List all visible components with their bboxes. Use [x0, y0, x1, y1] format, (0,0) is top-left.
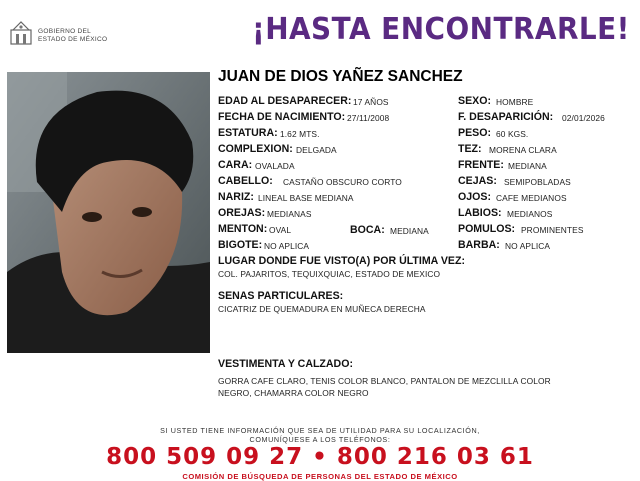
- missing-person-photo: [7, 72, 210, 353]
- boca-value: MEDIANA: [390, 226, 429, 236]
- senas-label: SENAS PARTICULARES:: [218, 290, 344, 302]
- tez-label: TEZ:: [458, 143, 482, 155]
- orejas-value: MEDIANAS: [267, 209, 312, 219]
- peso-label: PESO:: [458, 127, 491, 139]
- pomulos-value: PROMINENTES: [521, 225, 584, 235]
- fecha-nac-label: FECHA DE NACIMIENTO:: [218, 111, 346, 123]
- phone-numbers: 800 509 09 27 • 800 216 03 61: [106, 444, 534, 470]
- menton-value: OVAL: [269, 225, 292, 235]
- government-logo: [10, 20, 118, 50]
- f-desaparicion-value: 02/01/2026: [562, 113, 605, 123]
- frente-value: MEDIANA: [508, 161, 547, 171]
- gov-line-1: GOBIERNO DEL: [38, 28, 92, 35]
- labios-label: LABIOS:: [458, 207, 502, 219]
- peso-value: 60 KGS.: [496, 129, 529, 139]
- person-name: JUAN DE DIOS YAÑEZ SANCHEZ: [218, 68, 463, 85]
- vestimenta-label: VESTIMENTA Y CALZADO:: [218, 358, 353, 370]
- portrait-image: [7, 72, 210, 353]
- labios-value: MEDIANOS: [507, 209, 553, 219]
- commission-name: COMISIÓN DE BÚSQUEDA DE PERSONAS DEL ESTADO DE MÉXICO: [182, 472, 458, 481]
- estatura-value: 1.62 MTS.: [280, 129, 320, 139]
- sexo-label: SEXO:: [458, 95, 491, 107]
- nariz-value: LINEAL BASE MEDIANA: [258, 193, 354, 203]
- ojos-value: CAFE MEDIANOS: [496, 193, 567, 203]
- tez-value: MORENA CLARA: [489, 145, 557, 155]
- f-desaparicion-label: F. DESAPARICIÓN:: [458, 111, 554, 123]
- orejas-label: OREJAS:: [218, 207, 266, 219]
- complexion-label: COMPLEXION:: [218, 143, 293, 155]
- barba-value: NO APLICA: [505, 241, 551, 251]
- ojos-label: OJOS:: [458, 191, 491, 203]
- pomulos-label: POMULOS:: [458, 223, 516, 235]
- estatura-label: ESTATURA:: [218, 127, 278, 139]
- senas-value: CICATRIZ DE QUEMADURA EN MUÑECA DERECHA: [218, 304, 426, 314]
- vestimenta-line2: NEGRO, CHAMARRA COLOR NEGRO: [218, 388, 369, 398]
- complexion-value: DELGADA: [296, 145, 337, 155]
- cara-label: CARA:: [218, 159, 253, 171]
- cejas-label: CEJAS:: [458, 175, 497, 187]
- edad-label: EDAD AL DESAPARECER:: [218, 95, 352, 107]
- footer-note-1: SI USTED TIENE INFORMACIÓN QUE SEA DE UTILIDAD PARA SU LOCALIZACIÓN,: [160, 426, 480, 435]
- cabello-label: CABELLO:: [218, 175, 273, 187]
- vestimenta-line1: GORRA CAFE CLARO, TENIS COLOR BLANCO, PANTALON DE MEZCLILLA COLOR: [218, 376, 551, 386]
- edad-value: 17 AÑOS: [353, 97, 389, 107]
- lugar-label: LUGAR DONDE FUE VISTO(A) POR ÚLTIMA VEZ:: [218, 255, 465, 267]
- sexo-value: HOMBRE: [496, 97, 534, 107]
- state-seal-icon: [10, 20, 32, 46]
- fecha-nac-value: 27/11/2008: [347, 113, 390, 123]
- headline: ¡HASTA ENCONTRARLE!: [252, 12, 630, 47]
- cejas-value: SEMIPOBLADAS: [504, 177, 571, 187]
- frente-label: FRENTE:: [458, 159, 504, 171]
- barba-label: BARBA:: [458, 239, 500, 251]
- bigote-label: BIGOTE:: [218, 239, 263, 251]
- menton-label: MENTON:: [218, 223, 268, 235]
- boca-label: BOCA:: [350, 224, 385, 236]
- cabello-value: CASTAÑO OBSCURO CORTO: [283, 177, 402, 187]
- nariz-label: NARIZ:: [218, 191, 254, 203]
- cara-value: OVALADA: [255, 161, 295, 171]
- gov-line-2: ESTADO DE MÉXICO: [38, 36, 108, 43]
- footer-note-2: COMUNÍQUESE A LOS TELÉFONOS:: [249, 435, 391, 444]
- lugar-value: COL. PAJARITOS, TEQUIXQUIAC, ESTADO DE MEXICO: [218, 269, 441, 279]
- bigote-value: NO APLICA: [264, 241, 310, 251]
